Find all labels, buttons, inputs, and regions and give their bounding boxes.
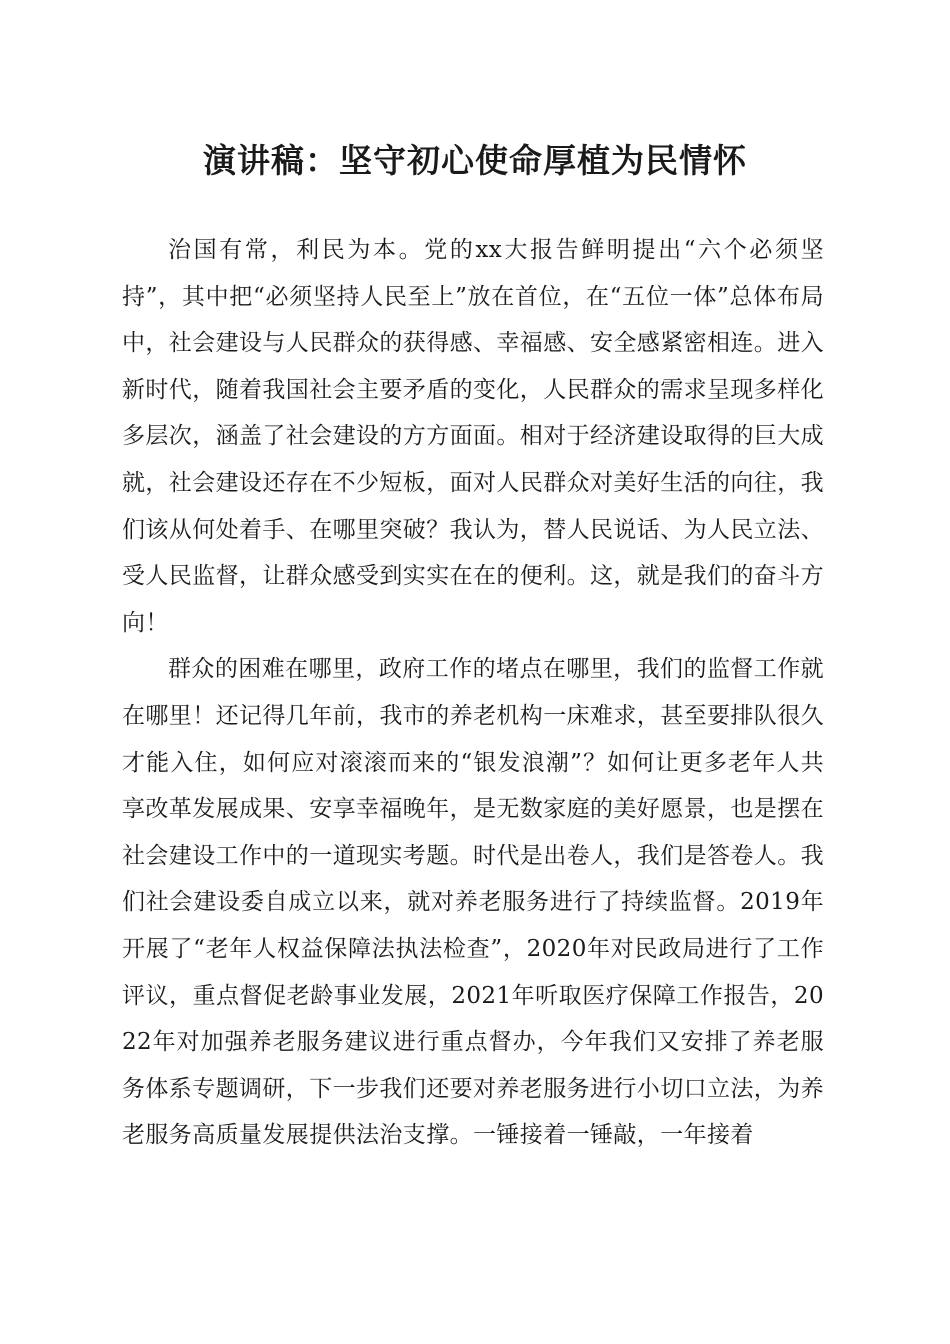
document-title: 演讲稿：坚守初心使命厚植为民情怀 — [203, 141, 747, 180]
document-body — [122, 227, 824, 1227]
paragraph-1: 治国有常，利民为本。党的xx大报告鲜明提出“六个必须坚持”，其中把“必须坚持人民至上”放在首位，在“五位一体”总体布局中，社会建设与人民群众的获得感、幸福感、安全感紧密相连。进入新时代，随着我国社会主要矛盾的变化，人民群众的需求呈现多样化多层次，涵盖了社会建设的方方面面。相对于经济建设取得的巨大成就，社会建设还存在不少短板，面对人民群众对美好生活的向往，我们该从何处着手、在哪里突破？我认为，替人民说话、为人民立法、受人民监督，让群众感受到实实在在的便利。这，就是我们的奋斗方向！ — [122, 237, 824, 636]
paragraph-2: 群众的困难在哪里，政府工作的堵点在哪里，我们的监督工作就在哪里！还记得几年前，我市的养老机构一床难求，甚至要排队很久才能入住，如何应对滚滚而来的“银发浪潮”？如何让更多老年人共享改革发展成果、安享幸福晚年，是无数家庭的美好愿景，也是摆在社会建设工作中的一道现实考题。时代是出卷人，我们是答卷人。我们社会建设委自成立以来，就对养老服务进行了持续监督。2019年开展了“老年人权益保障法执法检查”，2020年对民政局进行了工作评议，重点督促老龄事业发展，2021年听取医疗保障工作报告，2022年对加强养老服务建议进行重点督办，今年我们又安排了养老服务体系专题调研，下一步我们还要对养老服务进行小切口立法，为养老服务高质量发展提供法治支撑。一锤接着一锤敲，一年接着 — [122, 656, 824, 1149]
